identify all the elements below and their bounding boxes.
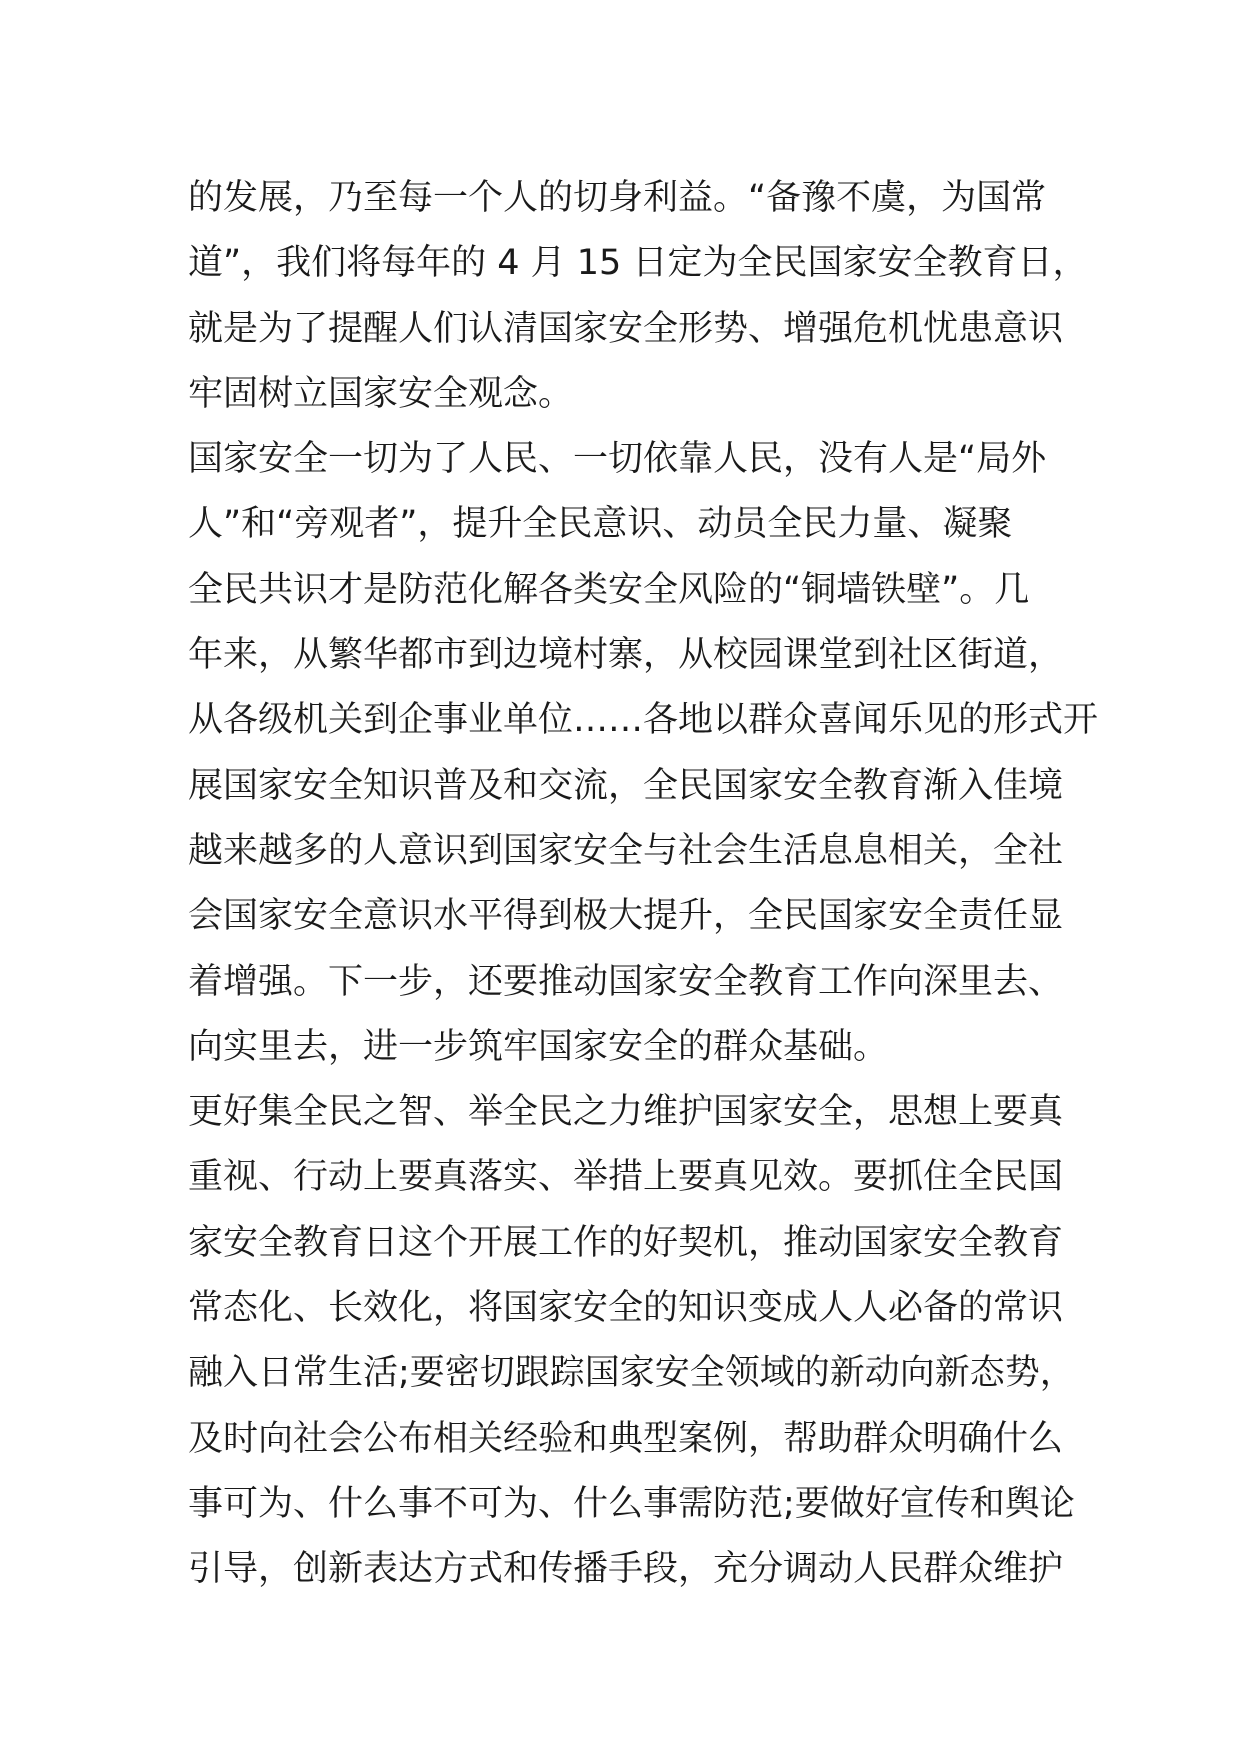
text-line: 牢固树立国家安全观念。: [188, 373, 574, 414]
text-line: 事可为、什么事不可为、什么事需防范;要做好宣传和舆论: [188, 1483, 1075, 1524]
text-line: 全民共识才是防范化解各类安全风险的“铜墙铁壁”。几: [188, 569, 1030, 610]
body-text: [188, 166, 1099, 1603]
text-line: 道”，我们将每年的 4 月 15 日定为全民国家安全教育日，: [188, 243, 1088, 284]
text-line: 着增强。下一步，还要推动国家安全教育工作向深里去、: [188, 961, 1064, 1002]
text-line: 向实里去，进一步筑牢国家安全的群众基础。: [188, 1026, 889, 1067]
text-line: 会国家安全意识水平得到极大提升，全民国家安全责任显: [188, 896, 1064, 937]
text-line: 常态化、长效化，将国家安全的知识变成人人必备的常识: [188, 1288, 1064, 1329]
text-line: 国家安全一切为了人民、一切依靠人民，没有人是“局外: [188, 439, 1047, 480]
text-line: 从各级机关到企事业单位……各地以群众喜闻乐见的形式开: [188, 700, 1099, 741]
text-line: 年来，从繁华都市到边境村寨，从校园课堂到社区街道，: [188, 635, 1064, 676]
text-line: 家安全教育日这个开展工作的好契机，推动国家安全教育: [188, 1222, 1064, 1263]
text-line: 越来越多的人意识到国家安全与社会生活息息相关，全社: [188, 830, 1064, 871]
text-line: 展国家安全知识普及和交流，全民国家安全教育渐入佳境: [188, 765, 1064, 806]
text-line: 及时向社会公布相关经验和典型案例，帮助群众明确什么: [188, 1418, 1064, 1459]
text-line: 重视、行动上要真落实、举措上要真见效。要抓住全民国: [188, 1157, 1064, 1198]
text-line: 融入日常生活;要密切跟踪国家安全领域的新动向新态势，: [188, 1353, 1075, 1394]
text-line: 就是为了提醒人们认清国家安全形势、增强危机忧患意识: [188, 308, 1064, 349]
text-line: 人”和“旁观者”，提升全民意识、动员全民力量、凝聚: [188, 504, 1013, 545]
text-line: 更好集全民之智、举全民之力维护国家安全，思想上要真: [188, 1092, 1064, 1133]
text-line: 的发展，乃至每一个人的切身利益。“备豫不虞，为国常: [188, 178, 1047, 218]
text-line: 引导，创新表达方式和传播手段，充分调动人民群众维护: [188, 1549, 1064, 1590]
